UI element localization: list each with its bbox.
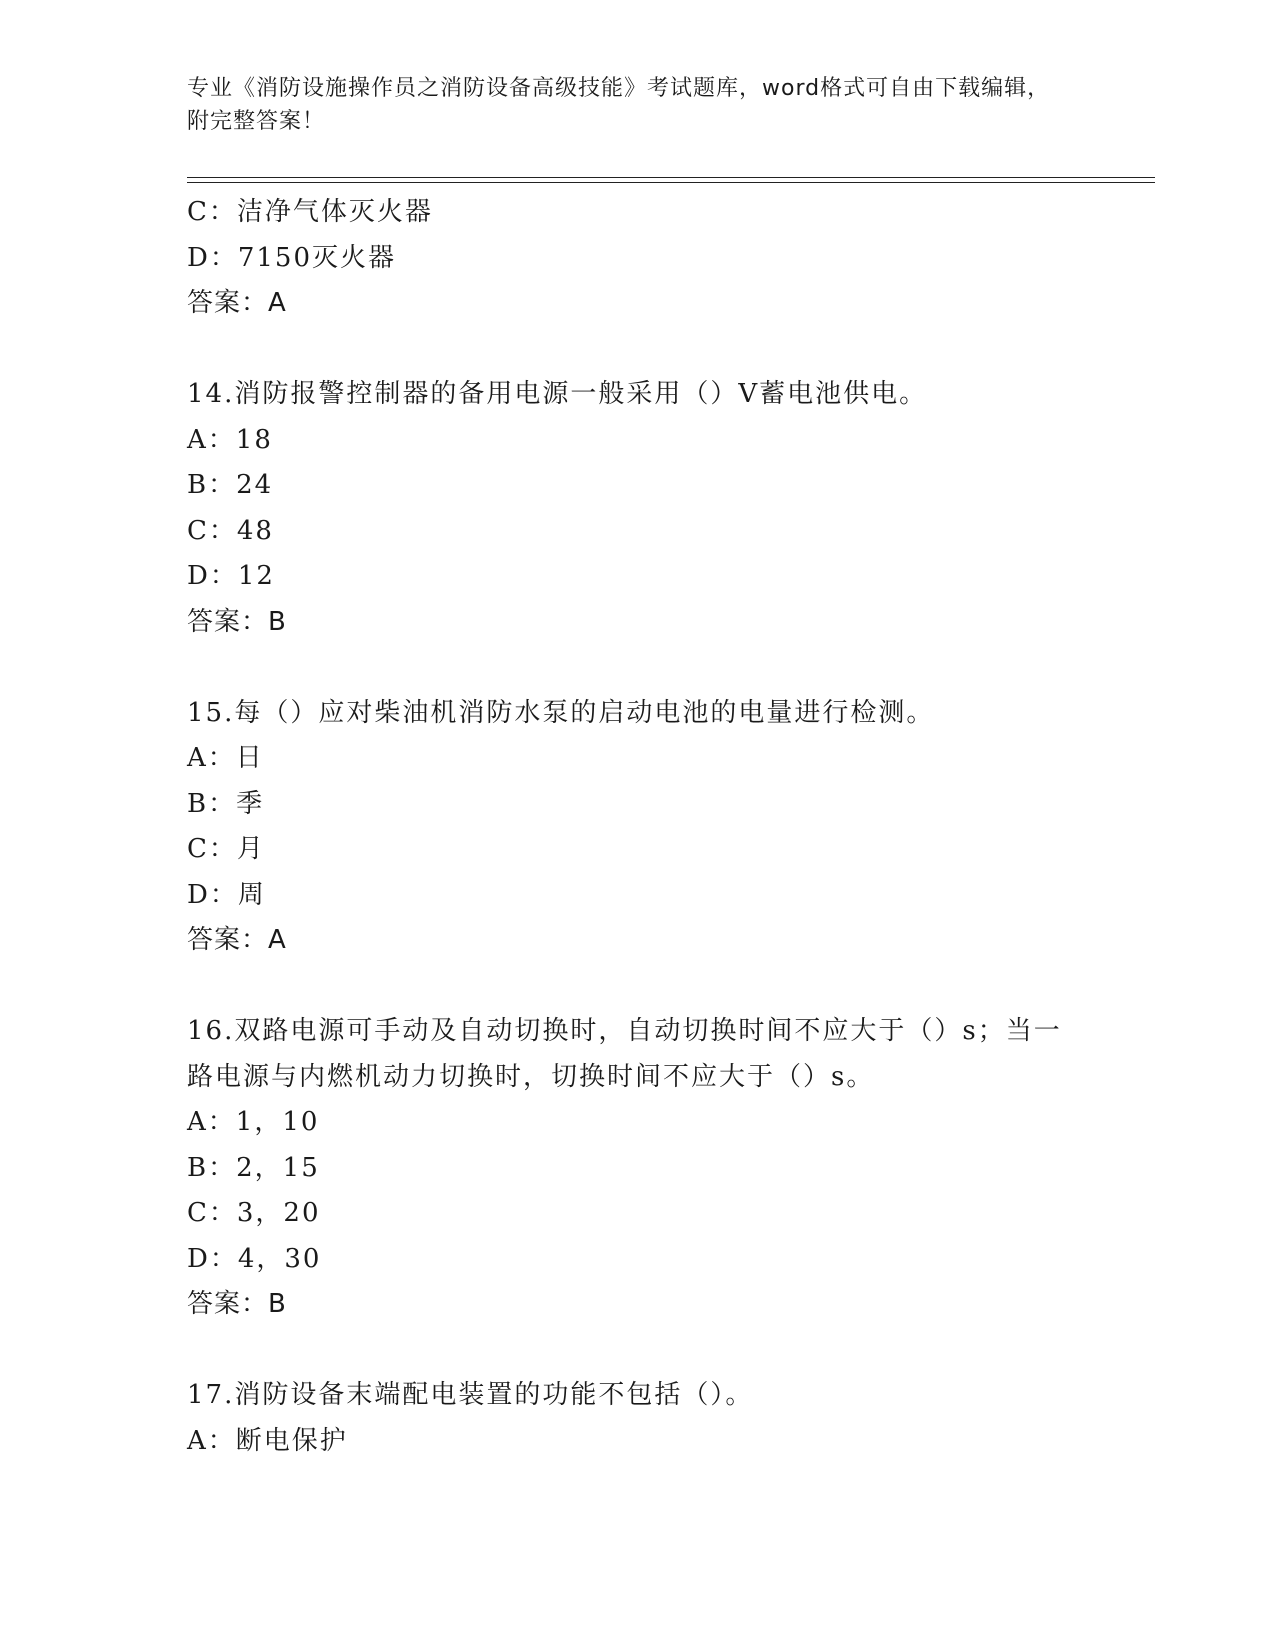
option-d: D：7150灭火器 [187,242,397,273]
option-b: B：24 [187,470,274,500]
question-text: 15.每（）应对柴油机消防水泵的启动电池的电量进行检测。 [187,697,935,728]
option-b: B：季 [187,788,265,819]
question-text: 16.双路电源可手动及自动切换时，自动切换时间不应大于（）s；当一路电源与内燃机动力切换时，切换时间不应大于（）s。 [187,1016,1062,1092]
answer: 答案：A [187,288,287,318]
option-c: C：3，20 [187,1198,321,1228]
question-list [187,190,1087,1464]
option-d: D：4，30 [187,1243,322,1274]
answer: 答案：B [187,1289,287,1319]
option-b: B：2，15 [187,1152,320,1183]
question-text: 17.消防设备末端配电装置的功能不包括（）。 [187,1380,754,1410]
option-c: C：洁净气体灭火器 [187,197,433,227]
option-d: D：12 [187,561,275,591]
spacer [187,327,1087,373]
header-text: 专业《消防设施操作员之消防设备高级技能》考试题库，word格式可自由下载编辑，附完整答案！ [187,76,1051,134]
question-block-13-tail [187,190,1087,327]
option-a: A：1，10 [187,1107,320,1137]
spacer [187,645,1087,691]
option-d: D：周 [187,879,266,910]
question-block-17 [187,1373,1087,1464]
option-c: C：月 [187,834,265,864]
question-text: 14.消防报警控制器的备用电源一般采用（）V蓄电池供电。 [187,379,928,409]
option-a: A：日 [187,743,264,773]
question-block-16 [187,1009,1087,1328]
option-a: A：18 [187,424,273,455]
spacer [187,1328,1087,1374]
option-a: A：断电保护 [187,1425,348,1456]
question-block-15 [187,691,1087,964]
question-block-14 [187,372,1087,645]
header-divider-top [187,177,1155,178]
answer: 答案：A [187,925,287,955]
answer: 答案：B [187,606,287,637]
spacer [187,964,1087,1010]
document-header [187,72,1067,138]
option-c: C：48 [187,515,274,546]
header-divider-bottom [187,182,1155,183]
